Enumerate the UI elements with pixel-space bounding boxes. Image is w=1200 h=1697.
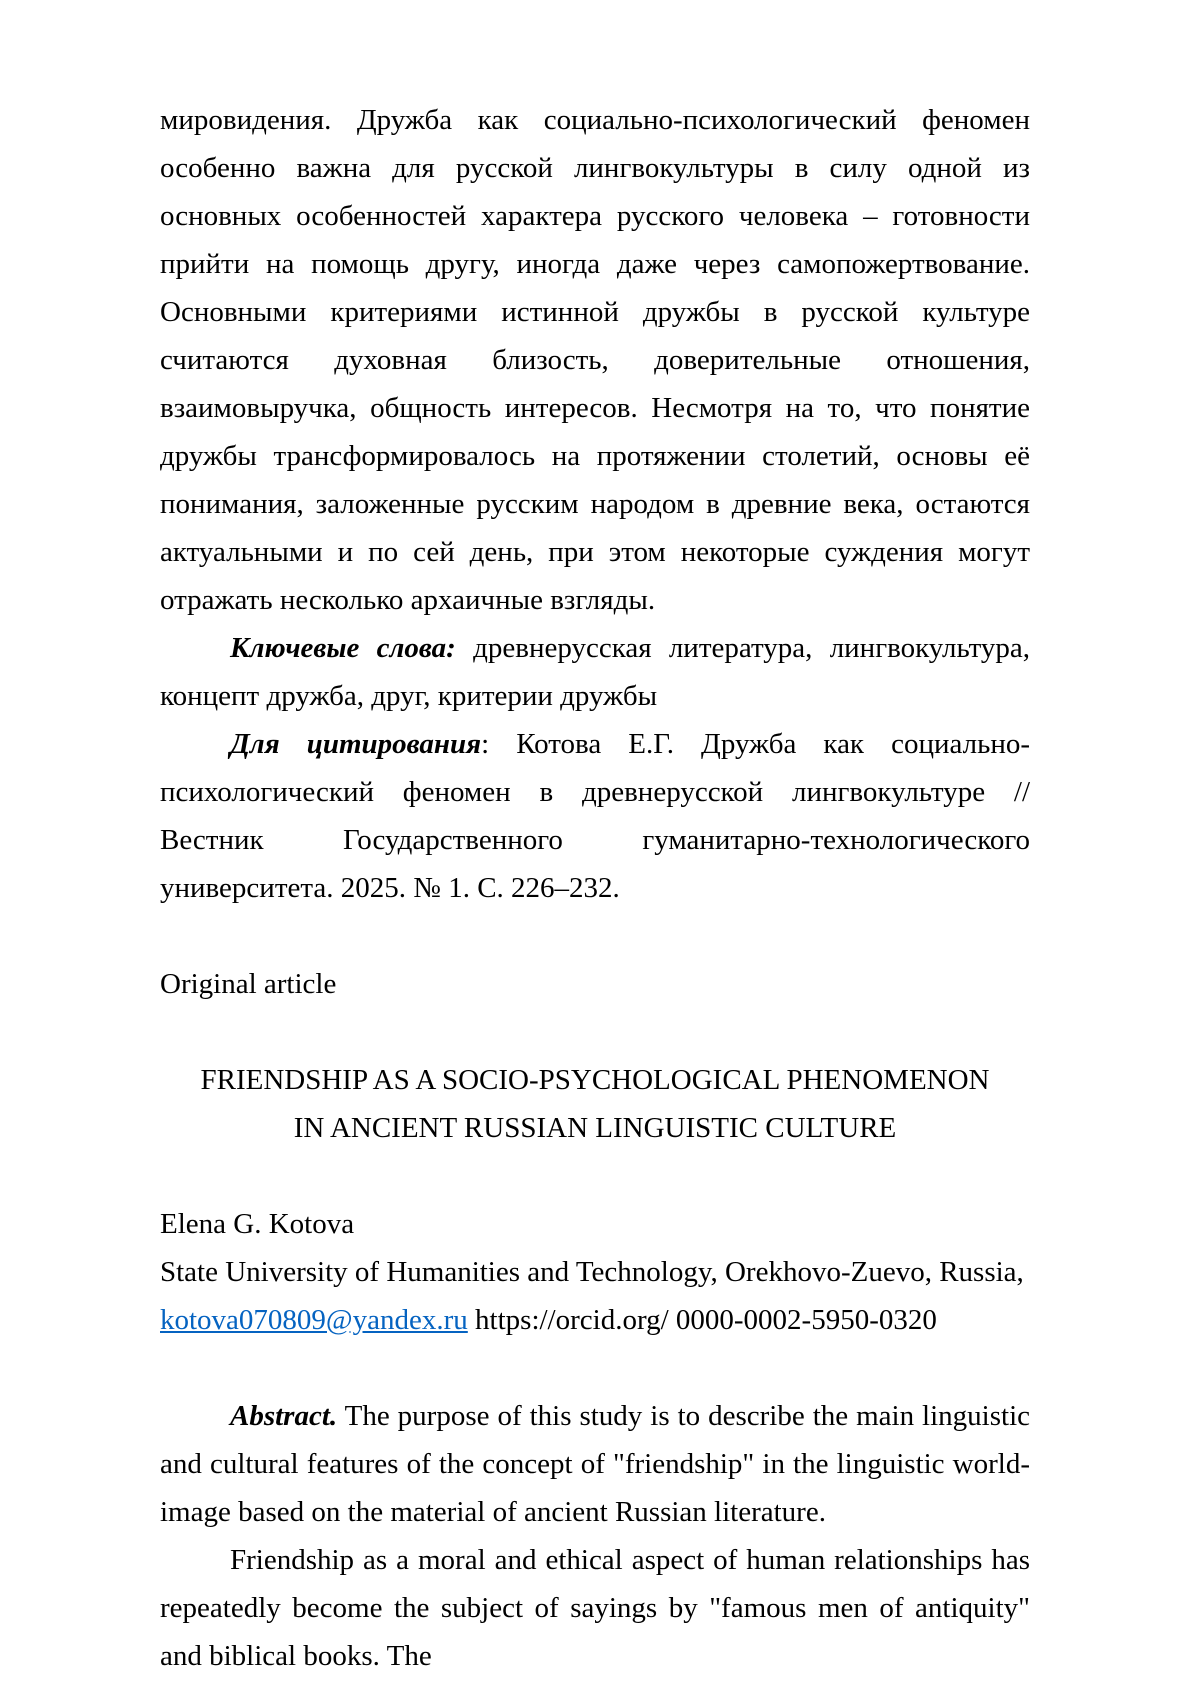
orcid-url: https://orcid.org/ 0000-0002-5950-0320 <box>475 1304 937 1336</box>
article-title-line-1: FRIENDSHIP AS A SOCIO-PSYCHOLOGICAL PHENOMENON <box>200 1064 990 1096</box>
article-title <box>160 1056 1030 1152</box>
keywords-label: Ключевые слова: <box>230 632 456 664</box>
article-title-line-2: IN ANCIENT RUSSIAN LINGUISTIC CULTURE <box>293 1112 897 1144</box>
author-affiliation: State University of Humanities and Technology, Orekhovo-Zuevo, Russia, <box>160 1256 1024 1288</box>
english-body-paragraph: Friendship as a moral and ethical aspect of human relationships has repeatedly become the subject of sayings by "famous men of antiquity" and biblical books. The <box>160 1544 1030 1672</box>
citation-paragraph <box>160 720 1030 912</box>
citation-text: : Котова Е.Г. Дружба как социально-психологический феномен в древнерусской лингвокультуре // Вестник Государственного гуманитарно-технологического университета. 2025. № 1. С. 226–232. <box>160 728 1031 904</box>
keywords-text: древнерусская литература, лингвокультура, концепт дружба, друг, критерии дружбы <box>160 632 1030 712</box>
contact-line <box>160 1296 1030 1344</box>
abstract-text: The purpose of this study is to describe the main linguistic and cultural features of the concept of "friendship" in the linguistic world- image based on the material of ancient Russian literature. <box>160 1400 1030 1528</box>
citation-label: Для цитирования <box>230 728 482 760</box>
keywords-paragraph <box>160 624 1030 720</box>
abstract-paragraph <box>160 1392 1030 1536</box>
abstract-label: Abstract. <box>230 1400 338 1432</box>
russian-abstract-paragraph: мировидения. Дружба как социально-психологический феномен особенно важна для русской лингвокультуры в силу одной из основных особенностей характера русского человека – готовности прийти на помощь другу, иногда даже через самопожертвование. Основными критериями истинной дружбы в русской культуре считаются духовная близость, доверительные отношения, взаимовыручка, общность интересов. Несмотря на то, что понятие дружбы трансформировалось на протяжении столетий, основы её понимания, заложенные русским народом в древние века, остаются актуальными и по сей день, при этом некоторые суждения могут отражать несколько архаичные взгляды. <box>160 104 1030 616</box>
email-link[interactable]: kotova070809@yandex.ru <box>160 1304 468 1336</box>
author-name: Elena G. Kotova <box>160 1208 355 1240</box>
article-type-label: Original article <box>160 968 337 1000</box>
